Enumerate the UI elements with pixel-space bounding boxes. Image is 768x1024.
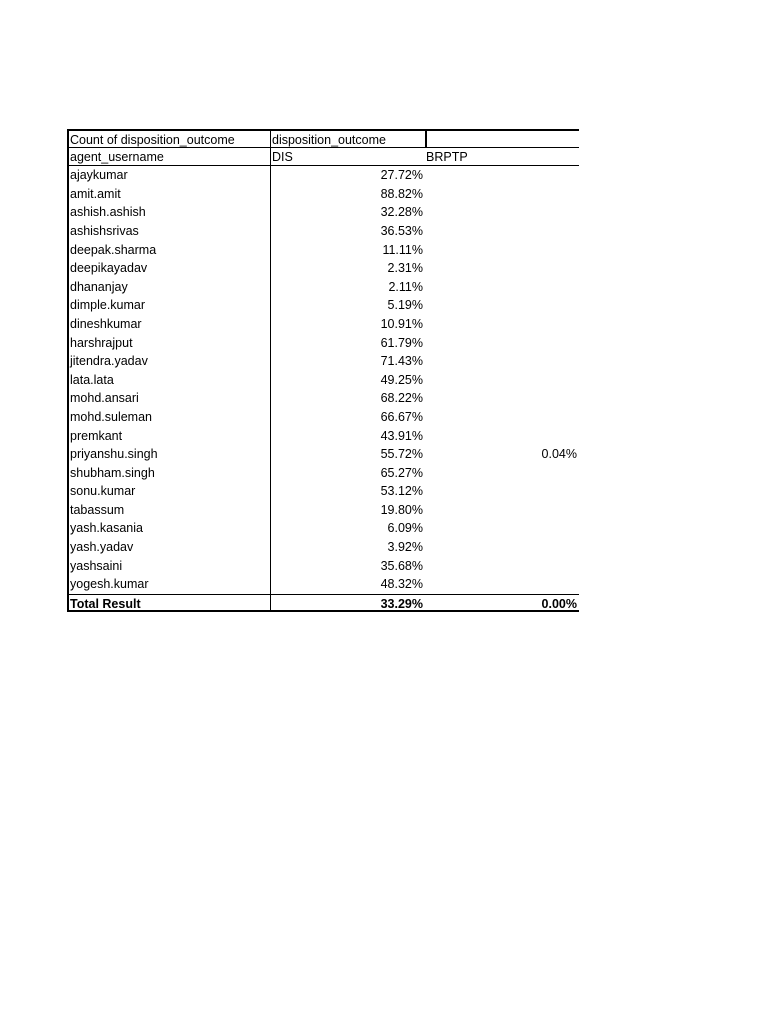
total-label[interactable]: Total Result <box>67 595 270 611</box>
brptp-value-cell[interactable] <box>425 482 579 501</box>
dis-value-cell[interactable]: 35.68% <box>270 557 425 576</box>
brptp-value-cell[interactable] <box>425 501 579 520</box>
brptp-value-cell[interactable] <box>425 519 579 538</box>
table-row <box>67 185 579 204</box>
brptp-value-cell[interactable] <box>425 575 579 594</box>
table-row <box>67 575 579 594</box>
agent-username-cell[interactable]: shubham.singh <box>67 464 270 483</box>
dis-value-cell[interactable]: 68.22% <box>270 389 425 408</box>
column-header-dis[interactable]: DIS <box>270 148 425 166</box>
pivot-body <box>67 166 579 594</box>
dis-value-cell[interactable]: 53.12% <box>270 482 425 501</box>
dis-value-cell[interactable]: 27.72% <box>270 166 425 185</box>
brptp-value-cell[interactable] <box>425 296 579 315</box>
dis-value-cell[interactable]: 88.82% <box>270 185 425 204</box>
dis-value-cell[interactable]: 6.09% <box>270 519 425 538</box>
table-row <box>67 352 579 371</box>
dis-value-cell[interactable]: 71.43% <box>270 352 425 371</box>
dis-value-cell[interactable]: 65.27% <box>270 464 425 483</box>
dis-value-cell[interactable]: 48.32% <box>270 575 425 594</box>
agent-username-cell[interactable]: dineshkumar <box>67 315 270 334</box>
dis-value-cell[interactable]: 36.53% <box>270 222 425 241</box>
dis-value-cell[interactable]: 32.28% <box>270 203 425 222</box>
dis-value-cell[interactable]: 19.80% <box>270 501 425 520</box>
table-row <box>67 427 579 446</box>
table-row <box>67 222 579 241</box>
agent-username-cell[interactable]: amit.amit <box>67 185 270 204</box>
dis-value-cell[interactable]: 2.31% <box>270 259 425 278</box>
agent-username-cell[interactable]: ashishsrivas <box>67 222 270 241</box>
table-row <box>67 519 579 538</box>
total-dis-value[interactable]: 33.29% <box>270 595 425 611</box>
agent-username-cell[interactable]: ajaykumar <box>67 166 270 185</box>
table-row <box>67 259 579 278</box>
brptp-value-cell[interactable] <box>425 259 579 278</box>
dis-value-cell[interactable]: 66.67% <box>270 408 425 427</box>
dis-value-cell[interactable]: 61.79% <box>270 334 425 353</box>
agent-username-cell[interactable]: mohd.ansari <box>67 389 270 408</box>
pivot-column-header-row <box>67 148 579 167</box>
pivot-header-row <box>67 129 579 148</box>
dis-value-cell[interactable]: 55.72% <box>270 445 425 464</box>
agent-username-cell[interactable]: yogesh.kumar <box>67 575 270 594</box>
brptp-value-cell[interactable]: 0.04% <box>541 447 577 462</box>
agent-username-cell[interactable]: harshrajput <box>67 334 270 353</box>
table-row <box>67 538 579 557</box>
empty-header-cell[interactable] <box>425 131 579 147</box>
brptp-value-cell[interactable] <box>425 241 579 260</box>
table-row <box>67 315 579 334</box>
agent-username-cell[interactable]: jitendra.yadav <box>67 352 270 371</box>
dis-value-cell[interactable]: 3.92% <box>270 538 425 557</box>
dis-value-cell[interactable]: 43.91% <box>270 427 425 446</box>
brptp-value-cell[interactable] <box>425 427 579 446</box>
brptp-value-cell[interactable] <box>425 222 579 241</box>
agent-username-cell[interactable]: yash.kasania <box>67 519 270 538</box>
table-row <box>67 445 579 464</box>
agent-username-cell[interactable]: premkant <box>67 427 270 446</box>
brptp-value-cell[interactable] <box>425 166 579 185</box>
brptp-value-cell[interactable] <box>425 185 579 204</box>
brptp-value-cell[interactable] <box>425 464 579 483</box>
agent-username-cell[interactable]: yashsaini <box>67 557 270 576</box>
agent-username-cell[interactable]: deepak.sharma <box>67 241 270 260</box>
dis-value-cell[interactable]: 11.11% <box>270 241 425 260</box>
brptp-value-cell[interactable] <box>425 371 579 390</box>
brptp-value-cell[interactable] <box>425 538 579 557</box>
table-row <box>67 408 579 427</box>
dis-value-cell[interactable]: 5.19% <box>270 296 425 315</box>
agent-username-cell[interactable]: lata.lata <box>67 371 270 390</box>
table-row <box>67 464 579 483</box>
brptp-value-cell[interactable] <box>425 557 579 576</box>
agent-username-cell[interactable]: tabassum <box>67 501 270 520</box>
pivot-corner-label[interactable]: Count of disposition_outcome <box>67 131 270 147</box>
brptp-value-cell[interactable] <box>425 278 579 297</box>
brptp-value-cell[interactable] <box>425 408 579 427</box>
agent-username-cell[interactable]: deepikayadav <box>67 259 270 278</box>
table-row <box>67 389 579 408</box>
brptp-value-cell[interactable] <box>425 352 579 371</box>
table-row <box>67 203 579 222</box>
table-row <box>67 278 579 297</box>
column-field-label[interactable]: disposition_outcome <box>270 131 425 147</box>
table-row <box>67 296 579 315</box>
table-row <box>67 334 579 353</box>
table-row <box>67 371 579 390</box>
total-row <box>67 594 579 613</box>
brptp-value-cell[interactable] <box>425 389 579 408</box>
agent-username-cell[interactable]: ashish.ashish <box>67 203 270 222</box>
dis-value-cell[interactable]: 2.11% <box>270 278 425 297</box>
agent-username-cell[interactable]: dhananjay <box>67 278 270 297</box>
table-row <box>67 557 579 576</box>
brptp-value-cell[interactable] <box>425 315 579 334</box>
dis-value-cell[interactable]: 49.25% <box>270 371 425 390</box>
agent-username-cell[interactable]: mohd.suleman <box>67 408 270 427</box>
table-row <box>67 241 579 260</box>
brptp-value-cell[interactable] <box>425 334 579 353</box>
column-header-brptp[interactable]: BRPTP <box>426 149 468 164</box>
agent-username-cell[interactable]: sonu.kumar <box>67 482 270 501</box>
table-row <box>67 166 579 185</box>
total-brptp-value[interactable]: 0.00% <box>541 596 577 611</box>
agent-username-cell[interactable]: yash.yadav <box>67 538 270 557</box>
table-row <box>67 482 579 501</box>
dis-value-cell[interactable]: 10.91% <box>270 315 425 334</box>
agent-username-cell[interactable]: priyanshu.singh <box>67 445 270 464</box>
agent-username-cell[interactable]: dimple.kumar <box>67 296 270 315</box>
pivot-table <box>67 129 579 612</box>
row-field-label[interactable]: agent_username <box>67 148 270 166</box>
table-row <box>67 501 579 520</box>
brptp-value-cell[interactable] <box>425 203 579 222</box>
